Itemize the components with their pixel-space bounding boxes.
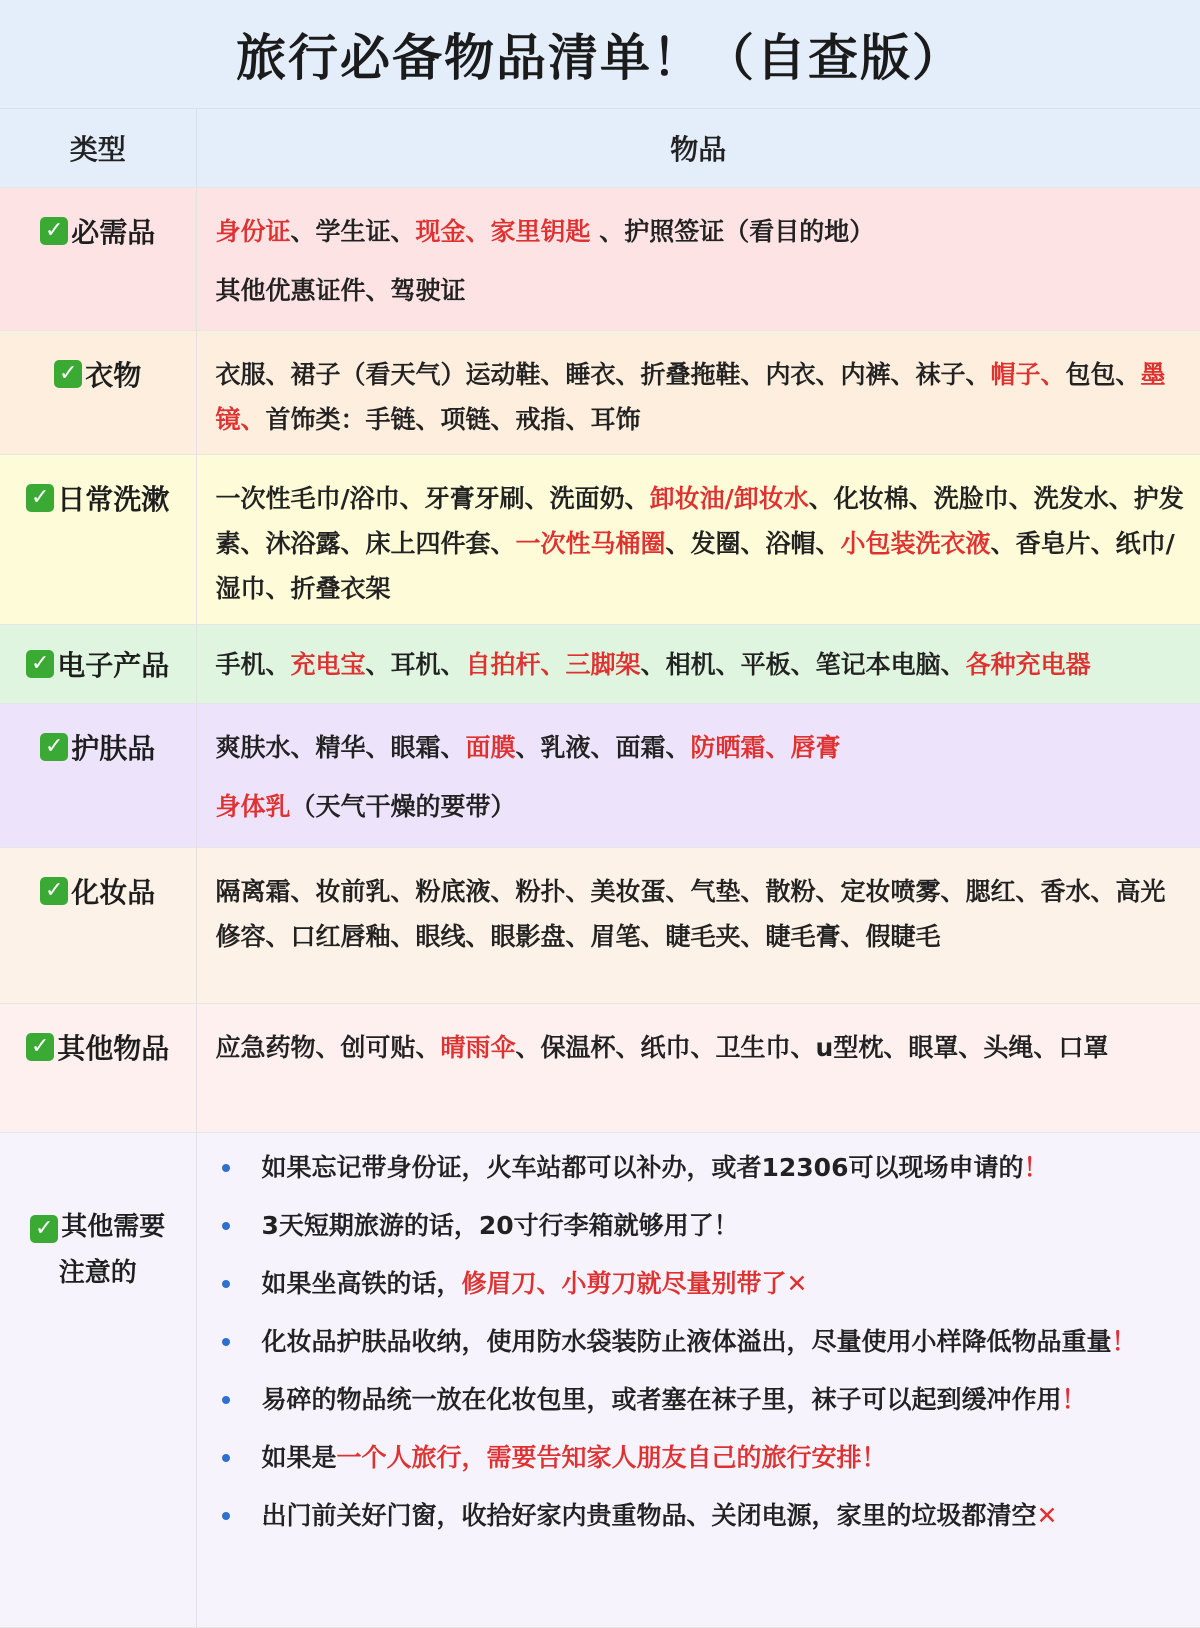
exclamation-icon: ！ (1061, 1385, 1087, 1414)
header-type: 类型 (0, 109, 196, 188)
note-text: 如果忘记带身份证，火车站都可以补办，或者12306可以现场申请的 (261, 1153, 1024, 1182)
items-cell (198, 626, 1200, 687)
item-text: 各种充电器 (965, 650, 1091, 679)
item-text: 充电宝 (290, 650, 366, 679)
category-cell (1, 189, 195, 251)
category-label: 注意的 (58, 1258, 137, 1288)
item-text: 应急药物、创可贴、 (215, 1033, 441, 1062)
item-text: 、相机、平板、笔记本电脑、 (640, 650, 966, 679)
category-label: 衣物 (85, 359, 142, 392)
check-mark-icon: ✓ (40, 877, 68, 905)
exclamation-icon: ！ (861, 1443, 887, 1472)
item-text: 、化妆棉、洗脸巾、洗发水、护发素、沐浴露、床上四件套、 (215, 484, 1184, 558)
category-label: 化妆品 (71, 876, 156, 909)
item-text: 隔离霜、妆前乳、粉底液、粉扑、美妆蛋、气垫、散粉、定妆喷雾、腮红、香水、高光修容、口红唇釉、眼线、眼影盘、眉笔、睫毛夹、睫毛膏、假睫毛 (215, 877, 1166, 951)
category-label: 电子产品 (57, 649, 170, 682)
items-line (216, 725, 1186, 770)
check-mark-icon: ✓ (26, 484, 54, 512)
item-text: 、耳机、 (365, 650, 466, 679)
category-label: 必需品 (71, 216, 156, 249)
note-text: 如果是 (261, 1443, 337, 1472)
category-label: 其他物品 (57, 1032, 170, 1065)
list-item (218, 1378, 1186, 1422)
items-line: 其他优惠证件、驾驶证 (215, 276, 466, 305)
list-item (218, 1320, 1186, 1364)
category-label: 其他需要 (61, 1212, 166, 1242)
item-text: 、保温杯、纸巾、卫生巾、u型枕、眼罩、头绳、口罩 (515, 1033, 1109, 1062)
list-item (218, 1146, 1186, 1190)
items-cell (198, 456, 1200, 611)
note-text: 一个人旅行，需要告知家人朋友自己的旅行安排 (336, 1443, 862, 1472)
check-mark-icon: ✓ (26, 1033, 54, 1061)
item-text: 、乳液、面霜、 (515, 733, 691, 762)
items-cell (198, 189, 1200, 313)
check-mark-icon: ✓ (40, 217, 68, 245)
item-text: 包包、 (1065, 360, 1141, 389)
item-text: 首饰类：手链、项链、戒指、耳饰 (265, 405, 641, 434)
exclamation-icon: ！ (1111, 1327, 1137, 1356)
list-item (218, 1262, 1186, 1306)
items-cell (198, 1005, 1200, 1070)
category-cell (1, 626, 195, 684)
items-cell (198, 705, 1200, 829)
page-title: 旅行必备物品清单！（自查版） (236, 29, 964, 87)
table-row (0, 331, 1200, 455)
item-text: 衣服、裙子（看天气）运动鞋、睡衣、折叠拖鞋、内衣、内裤、袜子、 (215, 360, 991, 389)
cross-icon: ✕ (786, 1269, 808, 1298)
items-cell (198, 849, 1200, 959)
category-label: 日常洗漱 (57, 483, 170, 516)
item-text: 卸妆油/卸妆水 (649, 484, 809, 513)
item-text: 一次性马桶圈 (515, 529, 666, 558)
check-mark-icon: ✓ (26, 650, 54, 678)
category-cell (1, 1005, 195, 1067)
check-mark-icon: ✓ (54, 360, 82, 388)
list-item (218, 1494, 1186, 1538)
checklist-table (0, 109, 1200, 1628)
item-text: 手机、 (215, 650, 291, 679)
table-row (0, 704, 1200, 848)
table-row (0, 848, 1200, 1004)
item-text: 、学生证、 (290, 217, 416, 246)
item-text: 一次性毛巾/浴巾、牙膏牙刷、洗面奶、 (215, 484, 650, 513)
items-line (216, 784, 1186, 829)
item-text: 、发圈、浴帽、 (665, 529, 841, 558)
header-items: 物品 (196, 109, 1200, 188)
item-text: 爽肤水、精华、眼霜、 (215, 733, 466, 762)
note-text: 修眉刀、小剪刀就尽量别带了 (461, 1269, 787, 1298)
note-text: 3天短期旅游的话，20寸行李箱就够用了！ (261, 1211, 739, 1240)
category-label: 护肤品 (71, 732, 156, 765)
note-text: 如果坐高铁的话， (261, 1269, 462, 1298)
items-cell (198, 332, 1200, 442)
note-text: 出门前关好门窗，收拾好家内贵重物品、关闭电源，家里的垃圾都清空 (261, 1501, 1037, 1530)
item-text: 自拍杆、三脚架 (465, 650, 641, 679)
table-row (0, 455, 1200, 625)
item-text: 小包装洗衣液 (840, 529, 991, 558)
item-text: 防晒霜、唇膏 (690, 733, 841, 762)
table-row-notes (0, 1133, 1200, 1628)
list-item (218, 1436, 1186, 1480)
list-item (218, 1204, 1186, 1248)
table-row (0, 188, 1200, 331)
item-text: 墨镜、 (215, 360, 1166, 434)
table-header-row (0, 109, 1200, 188)
item-text: 、香皂片、纸巾/湿巾、折叠衣架 (215, 529, 1175, 603)
exclamation-icon: ！ (1023, 1153, 1049, 1182)
table-row (0, 1004, 1200, 1133)
item-text: 现金、家里钥匙 (415, 217, 591, 246)
item-text: 面膜 (465, 733, 516, 762)
item-text: 帽子、 (990, 360, 1066, 389)
category-cell (1, 1134, 195, 1296)
item-text: 、护照签证（看目的地） (590, 217, 875, 246)
item-text: 晴雨伞 (440, 1033, 516, 1062)
note-text: 易碎的物品统一放在化妆包里，或者塞在袜子里，袜子可以起到缓冲作用 (261, 1385, 1062, 1414)
title-bar (0, 0, 1200, 109)
note-text: 化妆品护肤品收纳，使用防水袋装防止液体溢出，尽量使用小样降低物品重量 (261, 1327, 1112, 1356)
items-line (216, 209, 1186, 254)
category-cell (1, 849, 195, 911)
item-text: 身体乳 (215, 792, 291, 821)
category-cell (1, 456, 195, 518)
check-mark-icon: ✓ (40, 733, 68, 761)
item-text: 身份证 (215, 217, 291, 246)
cross-icon: ✕ (1036, 1501, 1058, 1530)
check-mark-icon: ✓ (30, 1215, 58, 1243)
item-text: （天气干燥的要带） (290, 792, 516, 821)
category-cell (1, 332, 195, 394)
category-cell (1, 705, 195, 767)
table-row (0, 625, 1200, 704)
notes-list (198, 1134, 1200, 1538)
